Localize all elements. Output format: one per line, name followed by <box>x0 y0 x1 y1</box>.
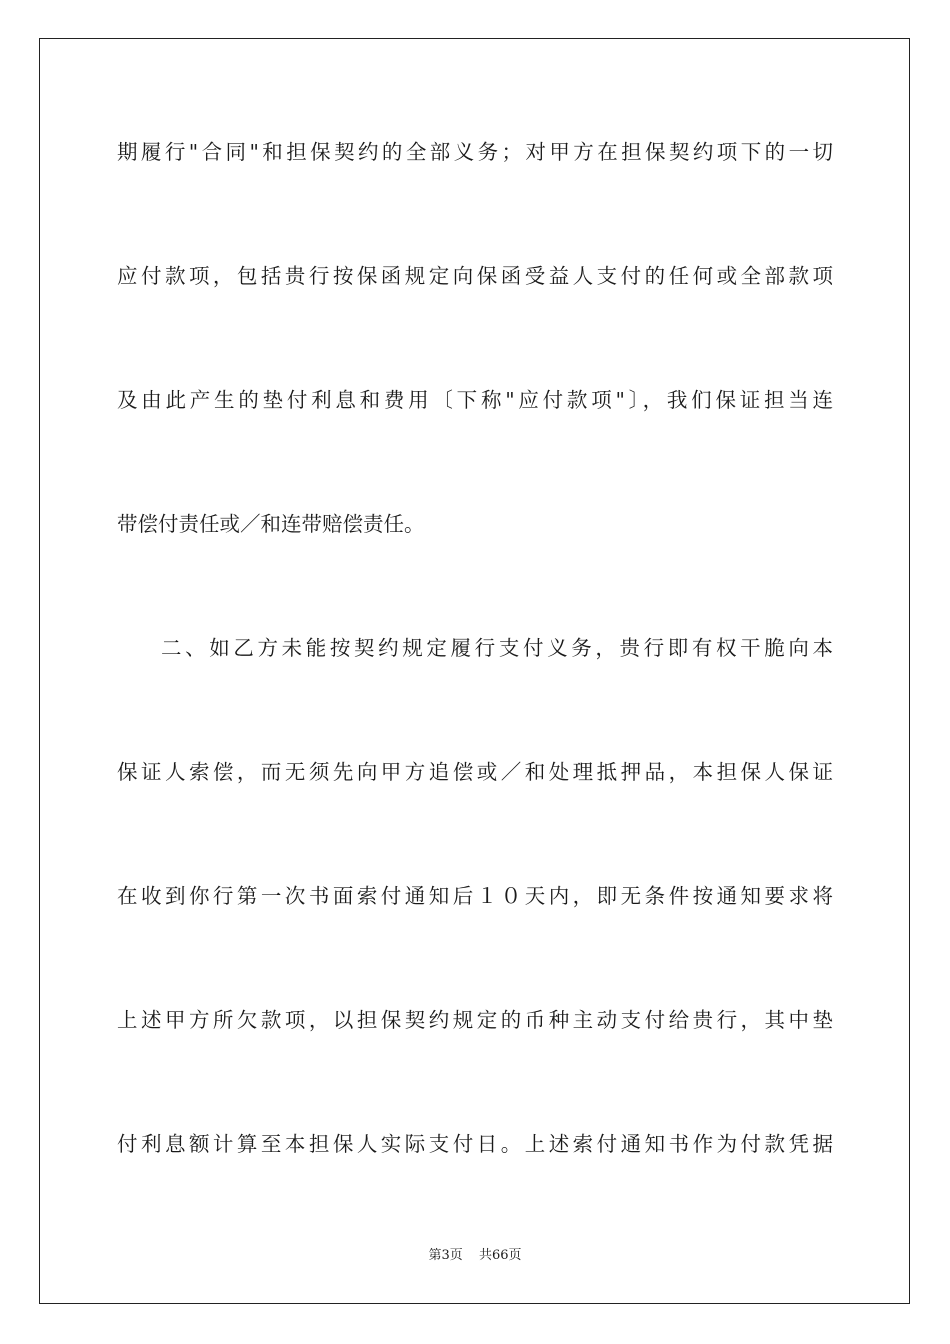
page-footer <box>0 1246 950 1266</box>
body-text-line: 保证人索偿，而无须先向甲方追偿或／和处理抵押品，本担保人保证 <box>117 760 833 784</box>
body-text-line: 期履行"合同"和担保契约的全部义务；对甲方在担保契约项下的一切 <box>117 140 833 164</box>
body-text-line: 二、如乙方未能按契约规定履行支付义务，贵行即有权干脆向本 <box>161 636 833 660</box>
body-text-line: 带偿付责任或／和连带赔偿责任。 <box>117 512 425 536</box>
body-text-line: 应付款项，包括贵行按保函规定向保函受益人支付的任何或全部款项 <box>117 264 833 288</box>
page-number: 第3页 <box>428 1248 463 1263</box>
body-text-line: 在收到你行第一次书面索付通知后１０天内，即无条件按通知要求将 <box>117 884 833 908</box>
body-text-line: 上述甲方所欠款项，以担保契约规定的币种主动支付给贵行，其中垫 <box>117 1008 833 1032</box>
page-total: 共66页 <box>478 1248 522 1263</box>
page-border <box>39 38 910 1304</box>
body-text-line: 付利息额计算至本担保人实际支付日。上述索付通知书作为付款凭据 <box>117 1132 833 1156</box>
body-text-line: 及由此产生的垫付利息和费用〔下称"应付款项"〕，我们保证担当连 <box>117 388 833 412</box>
